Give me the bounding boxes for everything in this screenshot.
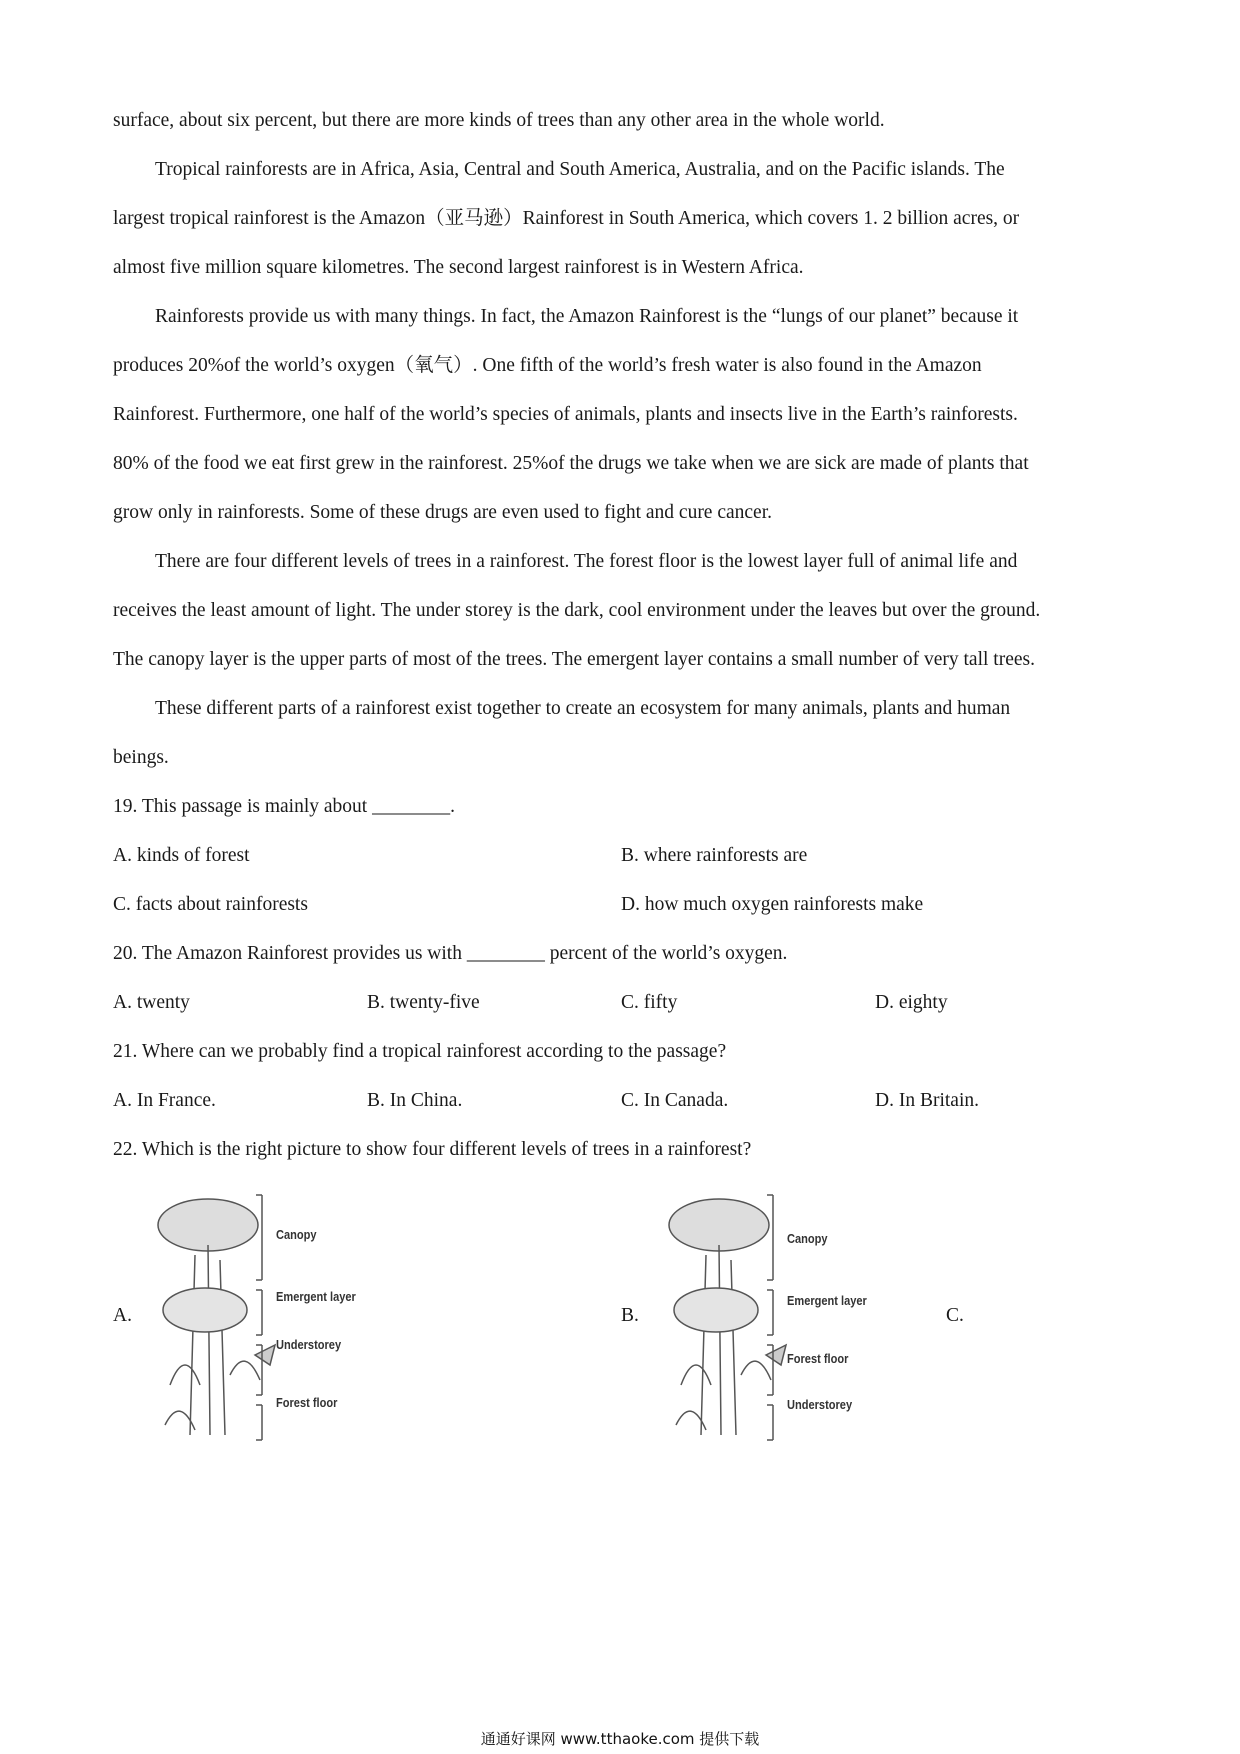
picture-a-label-2: Emergent layer [276,1289,356,1304]
option-20-a[interactable]: A. twenty [113,992,190,1013]
rainforest-tree-illustration-a [150,1185,390,1445]
option-20-c[interactable]: C. fifty [621,992,678,1013]
option-20-d[interactable]: D. eighty [875,992,948,1013]
passage-line: beings. [113,747,169,768]
passage-line: surface, about six percent, but there are more kinds of trees than any other area in the whole world. [113,110,885,131]
option-22-c-letter[interactable]: C. [946,1305,964,1326]
exam-page [113,96,1133,1174]
option-22-b-letter[interactable]: B. [621,1305,639,1326]
option-21-a[interactable]: A. In France. [113,1090,216,1111]
passage-line: receives the least amount of light. The under storey is the dark, cool environment under the leaves but over the ground. [113,600,1041,621]
picture-a-label-4: Forest floor [276,1395,338,1410]
option-19-d[interactable]: D. how much oxygen rainforests make [621,894,924,915]
question-22-pictures [113,1185,1133,1445]
picture-b-label-1: Canopy [787,1231,828,1246]
picture-b-label-3: Forest floor [787,1351,849,1366]
footer-watermark: 通通好课网 www.tthaoke.com 提供下载 [480,1730,760,1748]
option-19-c[interactable]: C. facts about rainforests [113,894,308,915]
passage-line: grow only in rainforests. Some of these drugs are even used to fight and cure cancer. [113,502,773,523]
option-20-b[interactable]: B. twenty-five [367,992,480,1013]
picture-a-label-3: Understorey [276,1337,342,1352]
option-19-a[interactable]: A. kinds of forest [113,845,250,866]
passage-line: There are four different levels of trees in a rainforest. The forest floor is the lowest layer full of animal life and [155,551,1018,572]
passage-line: almost five million square kilometres. The second largest rainforest is in Western Africa. [113,257,804,278]
picture-a-label-1: Canopy [276,1227,317,1242]
passage-line: 80% of the food we eat first grew in the rainforest. 25%of the drugs we take when we are sick are made of plants that [113,453,1029,474]
passage-line: largest tropical rainforest is the Amazon（亚马逊）Rainforest in South America, which covers 1. 2 billion acres, or [113,208,1020,229]
reading-passage [113,96,1133,782]
option-19-b[interactable]: B. where rainforests are [621,845,808,866]
question-19-options-row-2 [113,880,1133,929]
rainforest-picture-b[interactable] [661,1185,901,1445]
question-22-stem: 22. Which is the right picture to show four different levels of trees in a rainforest? [113,1139,752,1160]
passage-line: Tropical rainforests are in Africa, Asia, Central and South America, Australia, and on the Pacific islands. The [155,159,1005,180]
rainforest-picture-a[interactable] [150,1185,390,1445]
option-22-a-letter[interactable]: A. [113,1305,132,1326]
passage-line: produces 20%of the world’s oxygen（氧气）. One fifth of the world’s fresh water is also found in the Amazon [113,355,982,376]
option-21-b[interactable]: B. In China. [367,1090,463,1111]
passage-line: Rainforest. Furthermore, one half of the world’s species of animals, plants and insects live in the Earth’s rainforests. [113,404,1018,425]
option-21-d[interactable]: D. In Britain. [875,1090,979,1111]
option-21-c[interactable]: C. In Canada. [621,1090,729,1111]
picture-b-label-4: Understorey [787,1397,853,1412]
passage-line: The canopy layer is the upper parts of most of the trees. The emergent layer contains a small number of very tall trees. [113,649,1035,670]
rainforest-tree-illustration-b [661,1185,901,1445]
passage-line: These different parts of a rainforest exist together to create an ecosystem for many animals, plants and human [155,698,1011,719]
question-19-stem: 19. This passage is mainly about ________. [113,796,455,817]
passage-line: Rainforests provide us with many things. In fact, the Amazon Rainforest is the “lungs of our planet” because it [155,306,1019,327]
question-20-options [113,978,1133,1027]
question-20-stem: 20. The Amazon Rainforest provides us with ________ percent of the world’s oxygen. [113,943,788,964]
picture-b-label-2: Emergent layer [787,1293,867,1308]
question-21-options [113,1076,1133,1125]
question-21-stem: 21. Where can we probably find a tropical rainforest according to the passage? [113,1041,727,1062]
question-19-options-row-1 [113,831,1133,880]
